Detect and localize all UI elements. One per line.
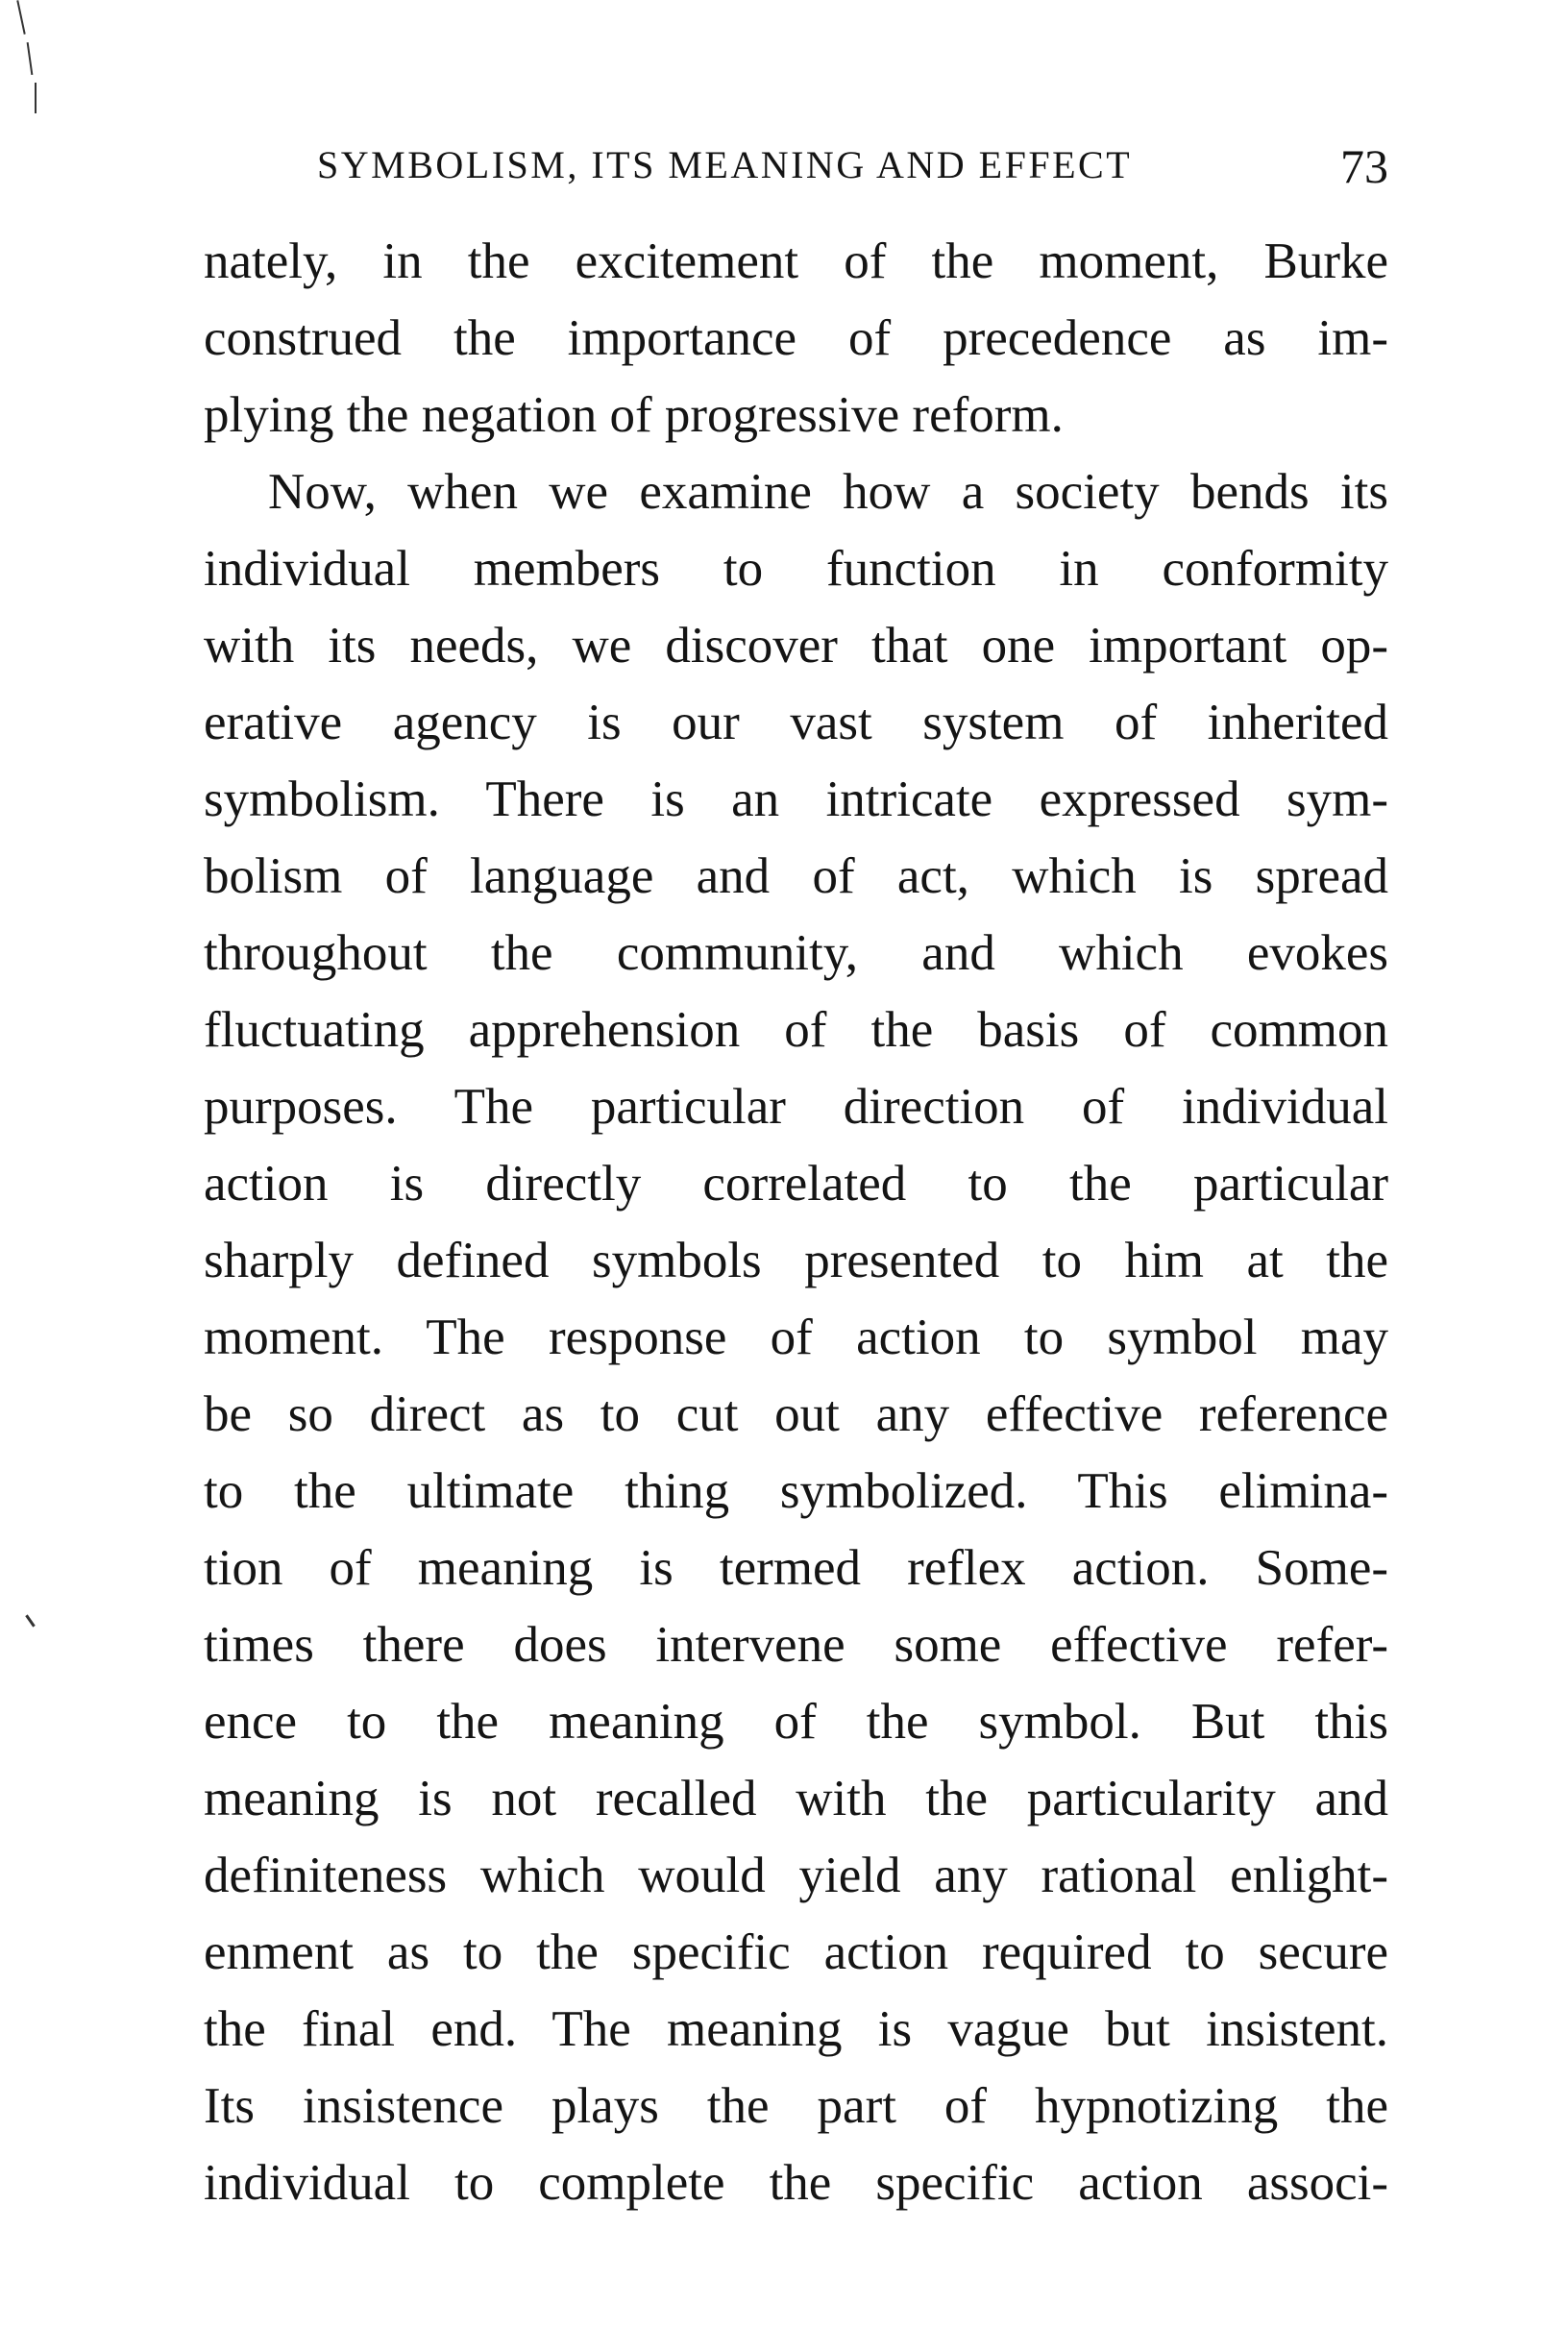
text-line: sharply defined symbols presented to him at the [204,1233,1388,1288]
scan-artifact-mark [35,83,37,113]
scan-artifact-mark [25,1614,35,1627]
text-line: fluctuating apprehension of the basis of common [204,1002,1388,1058]
text-line: individual to complete the specific action associ- [204,2155,1388,2211]
scan-artifact-mark [16,0,25,35]
text-line: throughout the community, and which evokes [204,925,1388,981]
page-number: 73 [1340,139,1388,193]
paragraph-end-line: plying the negation of progressive reform. [204,387,1064,443]
paragraph-first-line: Now, when we examine how a society bends its [268,464,1388,520]
text-line: symbolism. There is an intricate expressed sym- [204,772,1388,827]
text-line: purposes. The particular direction of individual [204,1079,1388,1135]
text-line: nately, in the excitement of the moment, Burke [204,233,1388,289]
text-line: meaning is not recalled with the particularity and [204,1771,1388,1826]
text-line: Its insistence plays the part of hypnotizing the [204,2078,1388,2134]
text-line: tion of meaning is termed reflex action. Some- [204,1540,1388,1596]
body-text [204,223,1388,2221]
scan-artifact-mark [27,42,34,75]
text-line: individual members to function in conformity [204,541,1388,597]
text-line: the final end. The meaning is vague but insistent. [204,2001,1388,2057]
text-line: times there does intervene some effective refer- [204,1617,1388,1673]
running-head [317,138,1388,196]
text-line: moment. The response of action to symbol may [204,1310,1388,1365]
text-line: enment as to the specific action required to secure [204,1924,1388,1980]
text-line: ence to the meaning of the symbol. But this [204,1694,1388,1750]
text-line: be so direct as to cut out any effective reference [204,1386,1388,1442]
text-line: to the ultimate thing symbolized. This elimina- [204,1463,1388,1519]
text-line: bolism of language and of act, which is spread [204,848,1388,904]
text-line: erative agency is our vast system of inherited [204,695,1388,750]
text-line: definiteness which would yield any rational enlight- [204,1848,1388,1903]
text-line: action is directly correlated to the particular [204,1156,1388,1212]
text-line: with its needs, we discover that one important op- [204,618,1388,674]
text-line: construed the importance of precedence as im- [204,310,1388,366]
running-title: SYMBOLISM, ITS MEANING AND EFFECT [317,143,1133,186]
